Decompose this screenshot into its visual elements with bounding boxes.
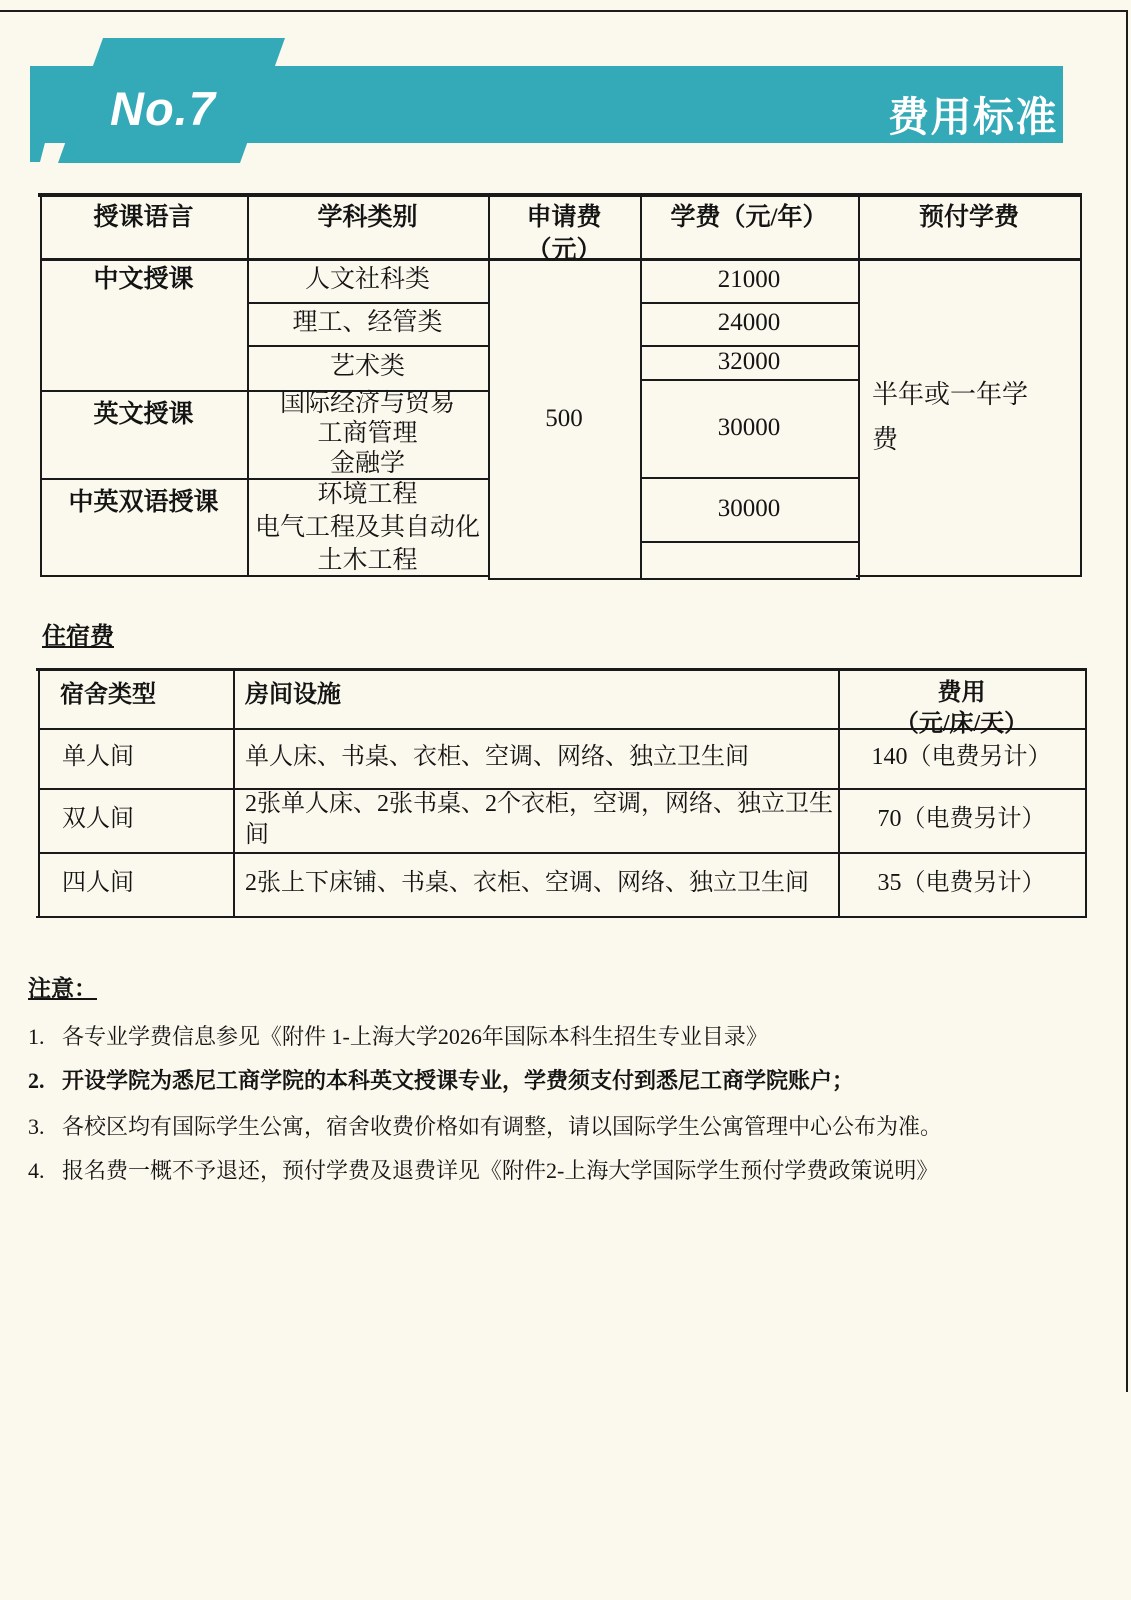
banner-number: No.7 xyxy=(110,82,216,135)
tuition-humanities: 21000 xyxy=(717,265,781,293)
english-major-3: 金融学 xyxy=(329,450,405,477)
language-english: 英文授课 xyxy=(93,401,194,428)
dorm-type-double: 双人间 xyxy=(62,806,134,833)
tuition-stem-business: 24000 xyxy=(717,309,781,337)
grid-line xyxy=(36,668,1087,671)
grid-line xyxy=(640,541,858,543)
page-title: 费用标准 xyxy=(888,94,1058,140)
english-major-1: 国际经济与贸易 xyxy=(279,390,455,417)
header-room-facilities: 房间设施 xyxy=(245,682,341,708)
category-humanities: 人文社科类 xyxy=(304,265,430,293)
bilingual-major-3: 土木工程 xyxy=(317,547,418,574)
header-application-fee xyxy=(488,196,640,264)
note-item-1 xyxy=(28,1022,1088,1052)
category-bilingual-majors xyxy=(247,478,488,577)
note-item-3 xyxy=(28,1112,1088,1142)
english-major-2: 工商管理 xyxy=(317,420,418,447)
fee-quad: 35（电费另计） xyxy=(877,870,1046,897)
header-fee-line1: 费用 xyxy=(937,680,986,706)
language-chinese: 中文授课 xyxy=(93,265,194,293)
facilities-quad: 2张上下床铺、书桌、衣柜、空调、网络、独立卫生间 xyxy=(245,870,809,897)
facilities-double: 2张单人床、2张书桌、2个衣柜，空调，网络、独立卫生间 xyxy=(245,790,833,848)
note-number: 3. xyxy=(28,1114,45,1139)
header-application-fee-line1: 申请费 xyxy=(526,204,602,231)
dorm-type-single: 单人间 xyxy=(62,744,134,771)
note-number: 1. xyxy=(28,1024,45,1049)
grid-line xyxy=(1085,668,1087,916)
note-item-2 xyxy=(28,1066,1088,1096)
header-subject-category: 学科类别 xyxy=(317,204,418,231)
header-teaching-language: 授课语言 xyxy=(93,204,194,231)
facilities-single: 单人床、书桌、衣柜、空调、网络、独立卫生间 xyxy=(245,744,749,771)
note-text: 报名费一概不予退还，预付学费及退费详见《附件2-上海大学国际学生预付学费政策说明》 xyxy=(62,1158,939,1183)
note-text: 开设学院为悉尼工商学院的本科英文授课专业，学费须支付到悉尼工商学院账户； xyxy=(62,1068,855,1093)
bilingual-major-2: 电气工程及其自动化 xyxy=(254,514,480,541)
grid-line xyxy=(1080,193,1082,577)
category-english-majors xyxy=(247,390,488,478)
header-fee xyxy=(838,672,1085,738)
header-tuition: 学费（元/年） xyxy=(670,204,828,231)
note-item-4 xyxy=(28,1156,1088,1186)
tuition-bilingual: 30000 xyxy=(717,494,781,522)
header-prepaid-tuition: 预付学费 xyxy=(918,204,1019,231)
tuition-arts: 32000 xyxy=(717,347,781,375)
note-text: 各专业学费信息参见《附件 1-上海大学2026年国际本科生招生专业目录》 xyxy=(62,1024,768,1049)
fee-single: 140（电费另计） xyxy=(871,744,1052,771)
grid-line xyxy=(36,916,1087,918)
category-stem-business: 理工、经管类 xyxy=(292,309,443,337)
notes-heading: 注意： xyxy=(28,976,97,1001)
application-fee-value: 500 xyxy=(545,404,583,432)
note-number: 4. xyxy=(28,1158,45,1183)
note-number: 2. xyxy=(28,1068,45,1093)
fee-double: 70（电费另计） xyxy=(877,806,1046,833)
language-bilingual: 中英双语授课 xyxy=(68,489,219,516)
accommodation-heading: 住宿费 xyxy=(42,624,114,650)
header-dorm-type: 宿舍类型 xyxy=(60,682,156,708)
bilingual-major-1: 环境工程 xyxy=(317,481,418,508)
category-arts: 艺术类 xyxy=(329,353,405,381)
header-fee-line2: （元/床/天） xyxy=(894,711,1029,738)
header-application-fee-line2: （元） xyxy=(526,236,602,264)
prepaid-tuition-value xyxy=(858,258,1080,577)
prepaid-tuition-text: 半年或一年学费 xyxy=(872,380,1029,454)
dorm-type-quad: 四人间 xyxy=(62,870,134,897)
note-text: 各校区均有国际学生公寓，宿舍收费价格如有调整，请以国际学生公寓管理中心公布为准。 xyxy=(62,1114,943,1139)
tuition-english-taught: 30000 xyxy=(717,413,781,441)
